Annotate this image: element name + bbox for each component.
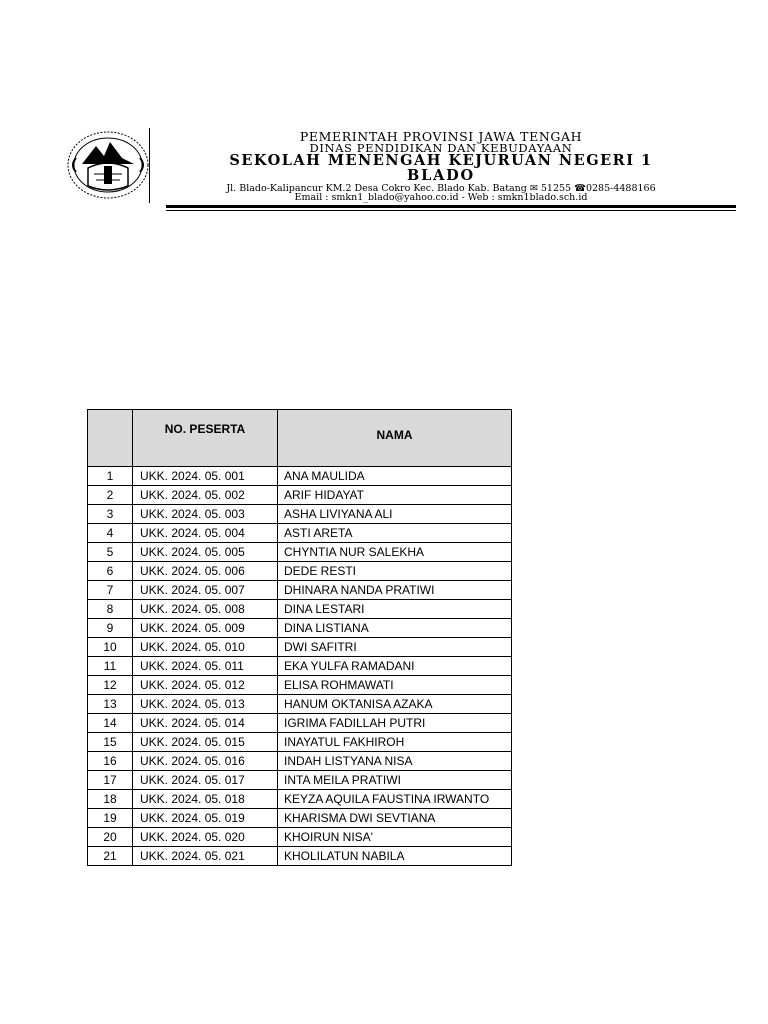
row-number: 11	[88, 657, 133, 676]
participant-name: IGRIMA FADILLAH PUTRI	[278, 714, 512, 733]
row-number: 5	[88, 543, 133, 562]
letterhead-rule-thin	[166, 210, 736, 211]
participant-number: UKK. 2024. 05. 001	[133, 467, 278, 486]
table-row	[88, 581, 512, 600]
participant-number: UKK. 2024. 05. 003	[133, 505, 278, 524]
table-row	[88, 771, 512, 790]
participant-name: HANUM OKTANISA AZAKA	[278, 695, 512, 714]
table-row	[88, 752, 512, 771]
row-number: 14	[88, 714, 133, 733]
table-header-row	[88, 410, 512, 467]
school-location: BLADO	[407, 167, 475, 184]
row-number: 9	[88, 619, 133, 638]
row-number: 6	[88, 562, 133, 581]
table-row	[88, 847, 512, 866]
table-row	[88, 733, 512, 752]
participant-number: UKK. 2024. 05. 015	[133, 733, 278, 752]
row-number: 1	[88, 467, 133, 486]
participant-number: UKK. 2024. 05. 020	[133, 828, 278, 847]
table-row	[88, 657, 512, 676]
government-line: PEMERINTAH PROVINSI JAWA TENGAH	[299, 129, 583, 144]
participant-name: INAYATUL FAKHIROH	[278, 733, 512, 752]
header-number	[88, 410, 133, 467]
table-row	[88, 676, 512, 695]
participant-number: UKK. 2024. 05. 007	[133, 581, 278, 600]
row-number: 12	[88, 676, 133, 695]
row-number: 7	[88, 581, 133, 600]
participant-number: UKK. 2024. 05. 021	[133, 847, 278, 866]
participant-name: DHINARA NANDA PRATIWI	[278, 581, 512, 600]
participant-table	[87, 409, 512, 866]
participant-name: DWI SAFITRI	[278, 638, 512, 657]
participant-name: ELISA ROHMAWATI	[278, 676, 512, 695]
row-number: 20	[88, 828, 133, 847]
letterhead-rule-thick	[166, 205, 736, 208]
table-row	[88, 543, 512, 562]
header-name: NAMA	[278, 410, 512, 467]
table-row	[88, 524, 512, 543]
row-number: 21	[88, 847, 133, 866]
participant-name: INDAH LISTYANA NISA	[278, 752, 512, 771]
participant-name: KEYZA AQUILA FAUSTINA IRWANTO	[278, 790, 512, 809]
row-number: 19	[88, 809, 133, 828]
row-number: 15	[88, 733, 133, 752]
participant-number: UKK. 2024. 05. 017	[133, 771, 278, 790]
participant-number: UKK. 2024. 05. 010	[133, 638, 278, 657]
participant-name: ASTI ARETA	[278, 524, 512, 543]
participant-number: UKK. 2024. 05. 018	[133, 790, 278, 809]
school-address: Jl. Blado-Kalipancur KM.2 Desa Cokro Kec. Blado Kab. Batang ✉ 51255 ☎0285-4488166	[226, 183, 656, 194]
participant-number: UKK. 2024. 05. 005	[133, 543, 278, 562]
participant-name: KHOLILATUN NABILA	[278, 847, 512, 866]
participant-number: UKK. 2024. 05. 004	[133, 524, 278, 543]
participant-number: UKK. 2024. 05. 019	[133, 809, 278, 828]
participant-number: UKK. 2024. 05. 014	[133, 714, 278, 733]
table-row	[88, 467, 512, 486]
table-row	[88, 600, 512, 619]
table-row	[88, 562, 512, 581]
provincial-crest-icon	[66, 128, 150, 202]
table-row	[88, 638, 512, 657]
row-number: 18	[88, 790, 133, 809]
participant-number: UKK. 2024. 05. 016	[133, 752, 278, 771]
row-number: 13	[88, 695, 133, 714]
table-row	[88, 505, 512, 524]
participant-name: CHYNTIA NUR SALEKHA	[278, 543, 512, 562]
table-row	[88, 714, 512, 733]
table-body	[88, 467, 512, 866]
participant-number: UKK. 2024. 05. 002	[133, 486, 278, 505]
table-row	[88, 695, 512, 714]
table-row	[88, 828, 512, 847]
participant-name: KHOIRUN NISA'	[278, 828, 512, 847]
participant-name: EKA YULFA RAMADANI	[278, 657, 512, 676]
table-row	[88, 619, 512, 638]
participant-number: UKK. 2024. 05. 011	[133, 657, 278, 676]
table-row	[88, 790, 512, 809]
letterhead	[0, 0, 768, 215]
participant-number: UKK. 2024. 05. 008	[133, 600, 278, 619]
row-number: 4	[88, 524, 133, 543]
school-name: SEKOLAH MENENGAH KEJURUAN NEGERI 1	[229, 152, 653, 169]
participant-name: DEDE RESTI	[278, 562, 512, 581]
participant-name: KHARISMA DWI SEVTIANA	[278, 809, 512, 828]
participant-name: ANA MAULIDA	[278, 467, 512, 486]
participant-name: DINA LESTARI	[278, 600, 512, 619]
participant-number: UKK. 2024. 05. 012	[133, 676, 278, 695]
row-number: 16	[88, 752, 133, 771]
participant-name: DINA LISTIANA	[278, 619, 512, 638]
participant-number: UKK. 2024. 05. 009	[133, 619, 278, 638]
participant-name: ASHA LIVIYANA ALI	[278, 505, 512, 524]
participant-number: UKK. 2024. 05. 006	[133, 562, 278, 581]
participant-name: INTA MEILA PRATIWI	[278, 771, 512, 790]
department-line: DINAS PENDIDIKAN DAN KEBUDAYAAN	[309, 141, 573, 155]
header-participant-no: NO. PESERTA	[133, 410, 278, 467]
table-row	[88, 809, 512, 828]
row-number: 3	[88, 505, 133, 524]
school-contact: Email : smkn1_blado@yahoo.co.id - Web : smkn1blado.sch.id	[294, 192, 588, 203]
table-row	[88, 486, 512, 505]
row-number: 8	[88, 600, 133, 619]
row-number: 17	[88, 771, 133, 790]
participant-number: UKK. 2024. 05. 013	[133, 695, 278, 714]
participant-name: ARIF HIDAYAT	[278, 486, 512, 505]
row-number: 10	[88, 638, 133, 657]
row-number: 2	[88, 486, 133, 505]
